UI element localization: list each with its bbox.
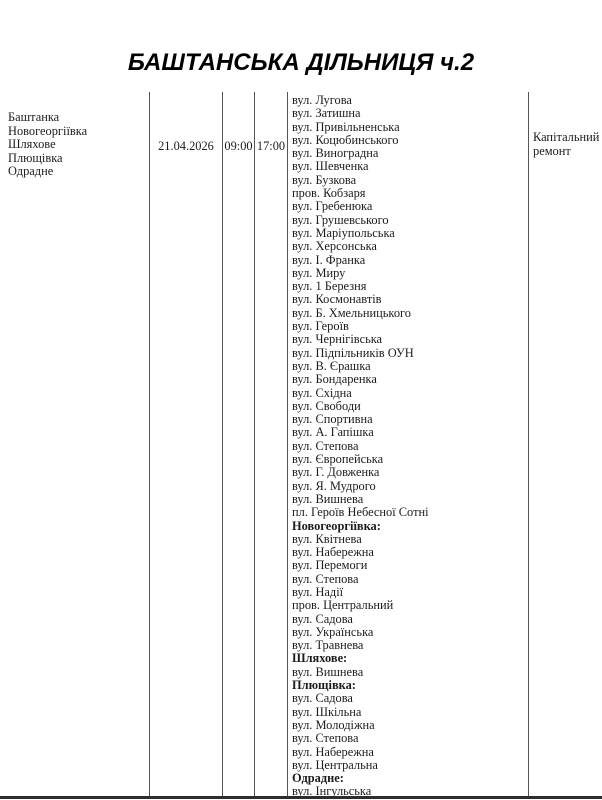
street-item: вул. Грушевського	[292, 212, 389, 227]
street-item: вул. Коцюбинського	[292, 132, 399, 147]
street-item: вул. Набережна	[292, 744, 374, 759]
street-item: вул. Лугова	[292, 93, 352, 107]
street-item: вул. І. Франка	[292, 252, 366, 267]
street-item: вул. Шевченка	[292, 159, 369, 174]
table-column-border-1	[149, 92, 150, 796]
streets-list-cell	[292, 94, 522, 799]
street-item: пл. Героїв Небесної Сотні	[292, 505, 429, 520]
street-item: вул. Миру	[292, 265, 346, 280]
street-item: вул. Підпільників ОУН	[292, 345, 414, 360]
street-item: вул. Квітнева	[292, 531, 362, 546]
settlement-name: Баштанка	[8, 110, 60, 124]
street-item: пров. Кобзаря	[292, 186, 366, 201]
street-item: вул. Садова	[292, 691, 353, 706]
outage-start-time: 09:00	[224, 139, 253, 153]
street-item: вул. Спортивна	[292, 412, 373, 427]
street-item: вул. Надії	[292, 584, 344, 599]
street-item: вул. Молодіжна	[292, 717, 375, 732]
street-item: вул. Садова	[292, 611, 353, 626]
street-item: вул. Центральна	[292, 757, 378, 772]
street-item: Новогеоргіївка:	[292, 518, 381, 533]
street-item: вул. Травнева	[292, 638, 364, 653]
street-item: вул. Космонавтів	[292, 292, 382, 307]
outage-end-time: 17:00	[256, 139, 286, 153]
table-column-border-3	[254, 92, 255, 796]
street-item: Одрадне:	[292, 771, 344, 786]
outage-date: 21.04.2026	[158, 139, 214, 153]
table-column-border-4	[287, 92, 288, 796]
street-item: Шляхове:	[292, 651, 348, 666]
street-item: вул. Українська	[292, 624, 374, 639]
street-item: вул. В. Єрашка	[292, 358, 371, 373]
street-item: вул. Степова	[292, 438, 359, 453]
street-item: вул. Бузкова	[292, 172, 357, 187]
page-title: БАШТАНСЬКА ДІЛЬНИЦЯ ч.2	[127, 49, 475, 76]
street-item: вул. Інгульська	[292, 784, 372, 799]
street-item: вул. Гребенюка	[292, 199, 373, 214]
street-item: вул. Степова	[292, 731, 359, 746]
street-item: вул. Героїв	[292, 319, 349, 334]
settlement-name: Новогеоргіївка	[8, 123, 88, 138]
street-item: вул. Перемоги	[292, 558, 368, 573]
table-column-border-5	[528, 92, 529, 796]
street-item: вул. А. Гапішка	[292, 425, 374, 440]
street-item: вул. Привільненська	[292, 119, 400, 134]
street-item: вул. Вишнева	[292, 664, 364, 679]
repair-type-cell: Капітальний ремонт	[533, 130, 600, 158]
street-item: вул. Бондаренка	[292, 372, 377, 387]
street-item: вул. Шкільна	[292, 704, 362, 719]
street-item: пров. Центральний	[292, 598, 394, 613]
street-item: вул. Набережна	[292, 545, 374, 560]
settlement-name: Одрадне	[8, 164, 54, 179]
street-item: вул. Вишнева	[292, 491, 364, 506]
street-item: Плющівка:	[292, 678, 356, 693]
street-item: вул. Я. Мудрого	[292, 478, 376, 493]
street-item: вул. Б. Хмельницького	[292, 305, 411, 320]
street-item: вул. Європейська	[292, 452, 384, 467]
street-item: вул. Маріупольська	[292, 225, 395, 240]
street-item: вул. Степова	[292, 571, 359, 586]
street-item: вул. Східна	[292, 385, 352, 400]
street-item: вул. Г. Довженка	[292, 465, 380, 480]
street-item: вул. Затишна	[292, 106, 361, 121]
settlement-name: Плющівка	[8, 150, 63, 165]
street-item: вул. Виноградна	[292, 146, 379, 161]
table-column-border-2	[222, 92, 223, 796]
settlements-cell	[8, 111, 146, 179]
street-item: вул. Херсонська	[292, 239, 377, 254]
street-item: вул. 1 Березня	[292, 279, 367, 294]
street-item: вул. Свободи	[292, 398, 361, 413]
settlement-name: Шляхове	[8, 137, 56, 152]
street-item: вул. Чернігівська	[292, 332, 383, 347]
